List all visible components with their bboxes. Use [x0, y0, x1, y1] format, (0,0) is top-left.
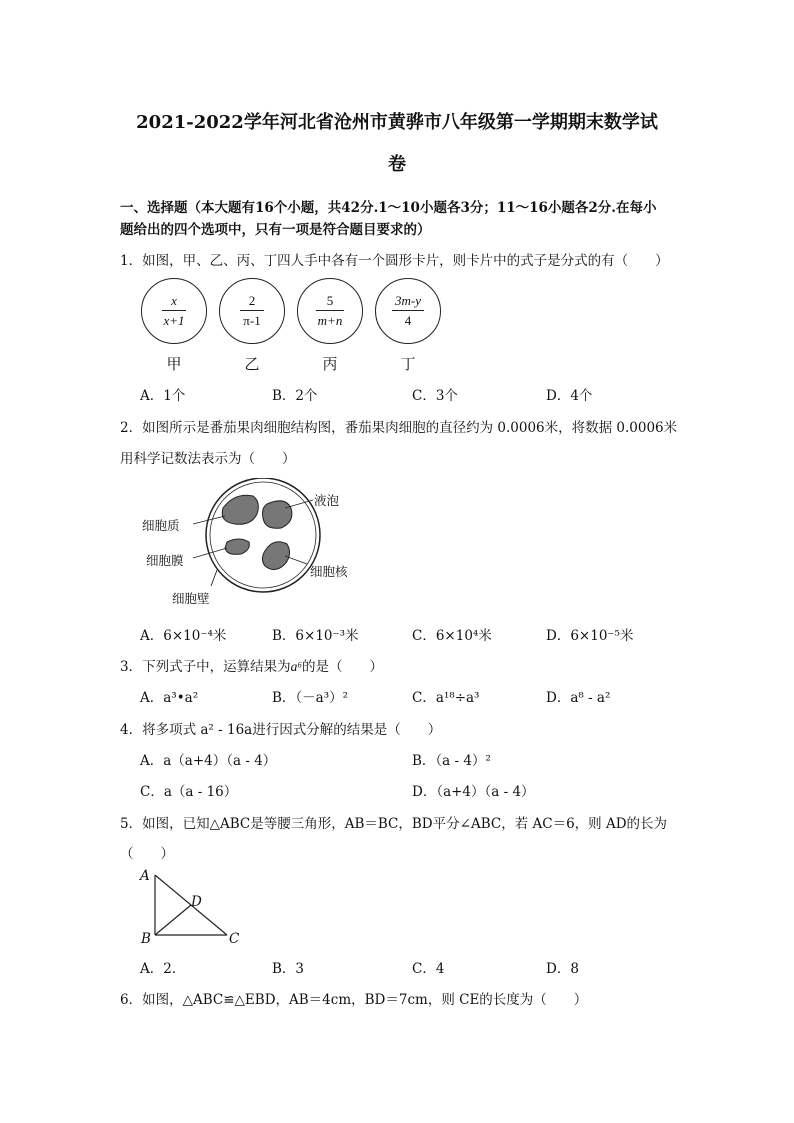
vacuole-blob-1 [222, 495, 258, 524]
q1-card-bing-denominator: m+n [317, 313, 343, 328]
q1-option-a: A．1个 [140, 388, 186, 404]
q1-card-ding-denominator: 4 [404, 313, 412, 328]
cell-wall-circle [206, 478, 320, 592]
q2-option-c: C．6×10⁴米 [412, 628, 492, 644]
q3-option-a: A．a³•a² [140, 690, 199, 706]
q6-stem: 6．如图，△ABC≌△EBD，AB＝4cm，BD＝7cm，则 CE的长度为（ ） [120, 992, 588, 1008]
q5-option-c: C．4 [412, 961, 445, 977]
q5-point-b: B [141, 931, 151, 947]
q5-point-c: C [229, 931, 240, 947]
q1-card-label-ding: 丁 [400, 355, 416, 373]
section-heading-line1: 一、选择题（本大题有16个小题，共42分.1～10小题各3分；11～16小题各2分.在每小 [120, 200, 657, 216]
q5-option-b: B．3 [272, 961, 305, 977]
vacuole-blob-3 [225, 539, 249, 554]
q2-stem-line2: 用科学记数法表示为（ ） [120, 451, 296, 467]
q5-stem-line2: （ ） [120, 846, 174, 862]
q3-option-c: C．a¹⁸÷a³ [412, 690, 480, 706]
q1-card-jia-denominator: x+1 [163, 313, 185, 328]
q2-label-nucleus: 细胞核 [310, 564, 348, 579]
q2-option-a: A．6×10⁻⁴米 [140, 628, 227, 644]
q1-option-d: D．4个 [546, 388, 593, 404]
q4-stem: 4．将多项式 a² - 16a进行因式分解的结果是（ ） [120, 722, 442, 738]
q1-card-bing-numerator: 5 [326, 293, 334, 308]
segment-bd [155, 905, 191, 935]
q1-card-bing [297, 278, 363, 344]
q4-option-d: D．（a+4）（a - 4） [412, 784, 535, 800]
q4-option-b: B．（a - 4）² [412, 753, 491, 769]
cell-membrane-circle [210, 482, 316, 588]
page-title-line2: 卷 [388, 154, 406, 175]
q4-option-a: A．a（a+4）（a - 4） [140, 753, 277, 769]
q3-stem-prefix: 3．下列式子中，运算结果为 [120, 659, 291, 675]
vacuole-blob-2 [263, 501, 292, 528]
q2-option-d: D．6×10⁻⁵米 [546, 628, 634, 644]
nucleus-blob [262, 542, 289, 570]
q3-option-d: D．a⁸ - a² [546, 690, 611, 706]
q1-card-ding [375, 278, 441, 344]
page-title-line1: 2021-2022学年河北省沧州市黄骅市八年级第一学期期末数学试 [136, 112, 658, 133]
q1-card-yi-numerator: 2 [248, 293, 256, 308]
q2-option-b: B．6×10⁻³米 [272, 628, 359, 644]
q4-option-c: C．a（a - 16） [140, 784, 238, 800]
q1-stem: 1．如图，甲、乙、丙、丁四人手中各有一个圆形卡片，则卡片中的式子是分式的有（ ） [120, 253, 669, 269]
q2-label-membrane: 细胞膜 [146, 553, 184, 568]
q2-label-vacuole: 液泡 [314, 493, 340, 508]
q1-card-yi-denominator: π-1 [243, 313, 261, 328]
q5-point-d: D [191, 894, 202, 910]
q5-stem-line1: 5．如图，已知△ABC是等腰三角形，AB＝BC，BD平分∠ABC，若 AC＝6，则 AD的长为 [120, 816, 668, 832]
q1-card-label-jia: 甲 [166, 355, 182, 373]
q1-card-jia [141, 278, 207, 344]
q1-card-jia-numerator: x [171, 293, 177, 308]
q3-stem-suffix: 的是（ ） [302, 659, 384, 675]
section-heading-line2: 题给出的四个选项中，只有一项是符合题目要求的） [120, 222, 431, 238]
q3-stem-expression: a⁶ [290, 659, 303, 674]
q3-stem [120, 655, 383, 675]
q3-option-b: B．（－a³）² [272, 690, 349, 706]
q1-card-label-bing: 丙 [322, 355, 338, 373]
q1-option-c: C．3个 [412, 388, 458, 404]
q1-card-ding-numerator: 3m-y [395, 293, 421, 308]
q2-stem-line1: 2．如图所示是番茄果肉细胞结构图，番茄果肉细胞的直径约为 0.0006米，将数据 0.0006米 [120, 420, 678, 436]
q1-card-yi [219, 278, 285, 344]
q5-point-a: A [140, 868, 150, 884]
q1-card-label-yi: 乙 [244, 355, 260, 373]
q5-option-d: D．8 [546, 961, 579, 977]
q2-label-cytoplasm: 细胞质 [142, 518, 180, 533]
q1-option-b: B．2个 [272, 388, 318, 404]
q2-label-cell-wall: 细胞壁 [172, 591, 210, 606]
q5-option-a: A．2． [140, 961, 186, 977]
